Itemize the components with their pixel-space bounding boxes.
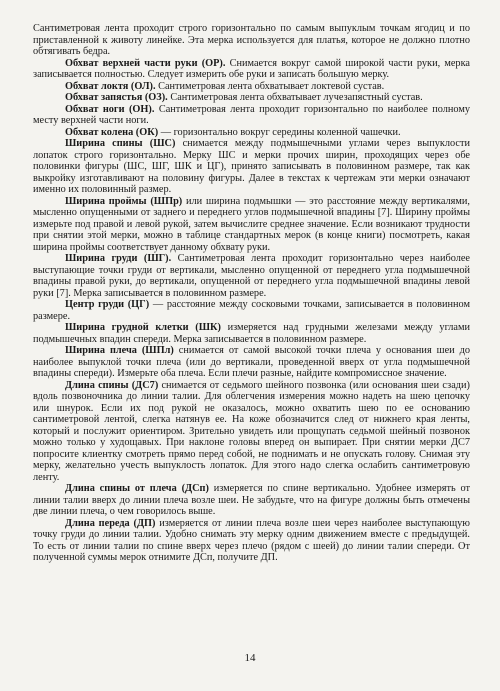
paragraph [33,518,470,564]
paragraph-text: или ширина подмышки — это расстояние между вертикалями, мысленно опущенными от заднего и переднего углов подмышечной впадины [7]. Ширину проймы измерьте под правой и левой рукой, затем вычислите среднее значение. Если возникают трудности при снятии этой мерки, можно в таблице стандартных мерок (в конце книги) посмотреть, какая ширина проймы соответствует данному обхвату руки. [33,195,471,253]
paragraph-text: Снимается вокруг самой широкой части руки, мерка записывается полностью. Следует измерить обе руки и записать большую мерку. [33,57,470,80]
paragraph-text: Сантиметровая лента обхватывает локтевой сустав. [155,80,385,92]
term-label: Ширина плеча (ШПл) [65,345,174,356]
paragraph-text: — расстояние между сосковыми точками, записывается в половинном размере. [33,299,470,322]
paragraph [33,81,470,93]
paragraph-text: Сантиметровая лента обхватывает лучезапястный сустав. [167,92,423,103]
term-label: Длина спины от плеча (ДСп) [65,483,209,494]
term-label: Длина переда (ДП) [65,517,156,529]
term-label: Центр груди (ЦГ) [65,299,150,310]
paragraph [33,299,470,322]
paragraph-text: — горизонтально вокруг середины коленной чашечки. [158,126,401,138]
page-number: 14 [244,652,256,664]
term-label: Ширина проймы (ШПр) [65,195,183,207]
term-label: Длина спины (ДС7) [65,379,159,391]
term-label: Обхват ноги (ОН). [65,103,155,115]
paragraph [33,345,470,380]
paragraph-text: снимается от седьмого шейного позвонка (или основания шеи сзади) вдоль позвоночника до линии талии. Для облегчения измерения можно надеть на шею цепочку или шнурок. Если их под рукой не оказалось, можно охватить шею по ее основанию сантиметровой лентой, слегка натянув ее. На коже обозначится след от нижнего края ленты, который и послужит ориентиром. Зрительно увидеть или прощупать седьмой шейный позвонок можно только у худощавых. При наклоне головы вперед он выпирает. При снятии мерки ДС7 попросите клиентку смотреть прямо перед собой, не поднимать и не опускать голову. Снимая эту мерку, желательно учесть выпуклость лопаток. Для этого надо слегка ослабить сантиметровую ленту. [33,379,470,483]
paragraph [33,23,470,58]
paragraph-text: снимается между подмышечными углами через выпуклости лопаток строго горизонтально. Мерку ШС и мерки прочих ширин, проходящих через обе половинки фигуры (ШС, ШГ, ШК и ЦГ), принято записывать в половинном размере, так как выкройку изготавливают на половину фигуры. Далее в текстах к чертежам эти мерки означают именно их половинный размер. [33,138,470,195]
paragraph [33,138,470,196]
term-label: Ширина спины (ШС) [65,138,176,149]
paragraph [33,104,470,127]
paragraph-text: измеряется от линии плеча возле шеи через наиболее выступающую точку груди до линии талии. Удобно снимать эту мерку одним движением вместе с предыдущей. То есть от линии талии по спине вверх через плечо (рядом с шеей) до линии талии спереди. От полученной суммы мерок отнимите ДСп, получите ДП. [33,517,470,563]
term-label: Обхват локтя (ОЛ). [65,80,156,92]
paragraph-text: снимается от самой высокой точки плеча у основания шеи до наиболее выпуклой точки плеча (или до вертикали, проведенной вверх от угла подмышечной впадины спереди). Измерьте оба плеча. Если плечи разные, найдите компромиссное значение. [33,345,470,379]
paragraph-text: измеряется по спине вертикально. Удобнее измерять от линии талии вверх до линии плеча возле шеи. Не забудьте, что на фигуре должны быть отмечены две линии плеча, о чем говорилось выше. [33,483,470,517]
term-label: Ширина грудной клетки (ШК) [65,322,221,333]
term-label: Обхват запястья (ОЗ). [65,92,168,103]
paragraph [33,92,470,104]
paragraph-text: Сантиметровая лента проходит горизонтально по наиболее полному месту верхней части ноги. [33,103,470,126]
paragraph-text: измеряется над грудными железами между углами подмышечных впадин спереди. Мерка записывается в половинном размере. [33,322,471,345]
paragraph-text: Сантиметровая лента проходит строго горизонтально по самым выпуклым точкам ягодиц и по приставленной к животу линейке. Эта мерка используется для платья, которое не должно плотно обтягивать бедра. [33,23,470,57]
paragraph [33,253,470,299]
body-text [33,23,470,564]
paragraph [33,127,470,139]
paragraph [33,58,470,81]
paragraph [33,196,470,254]
term-label: Обхват колена (ОК) [65,126,159,138]
paragraph [33,322,470,345]
paragraph-text: Сантиметровая лента проходит горизонтально через наиболее выступающие точки груди от вертикали, мысленно опущенной от переднего угла подмышечной впадины правой руки, до вертикали, опущенной от переднего угла подмышечной впадины левой руки [7]. Мерка записывается в половинном размере. [33,253,471,299]
paragraph [33,483,470,518]
paragraph [33,380,470,484]
term-label: Обхват верхней части руки (ОР). [65,57,226,69]
term-label: Ширина груди (ШГ). [65,253,172,264]
